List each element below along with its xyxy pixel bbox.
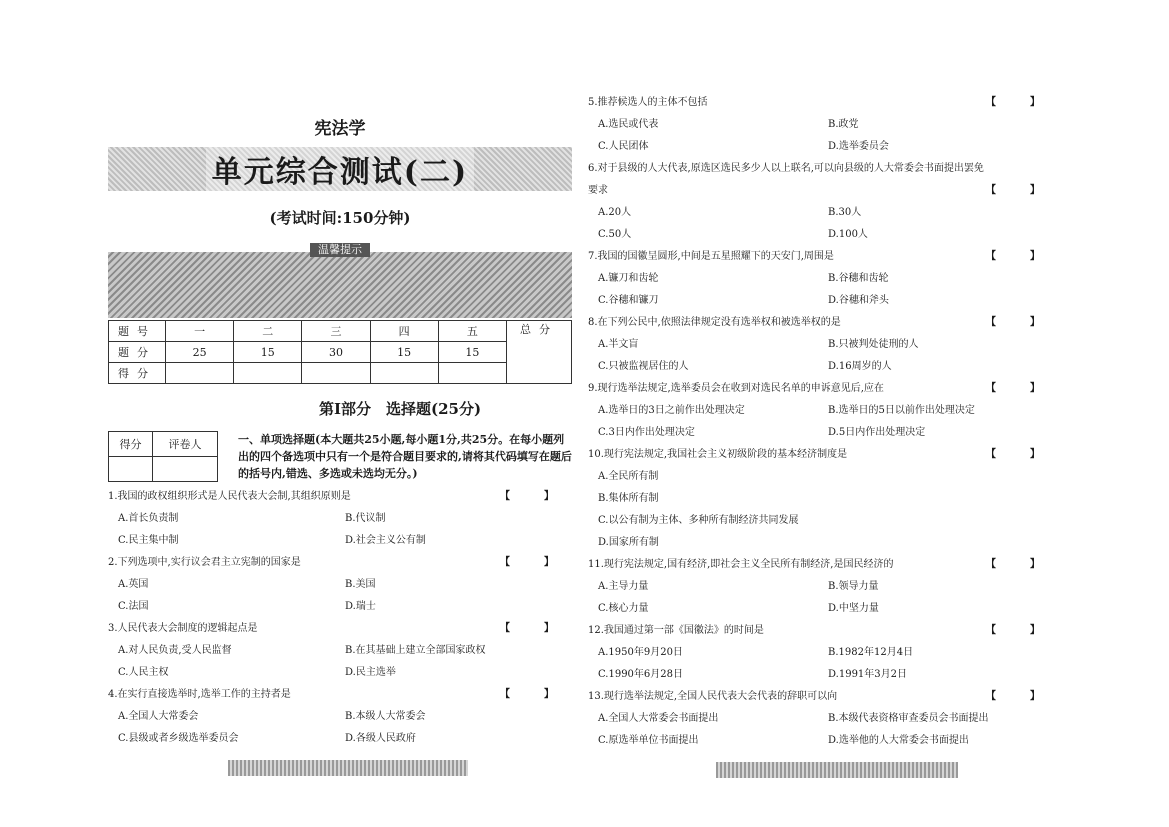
option-a: A.选民或代表: [598, 119, 659, 130]
answer-bracket[interactable]: 【 】: [986, 559, 1052, 570]
option-c: C.县级或者乡级选举委员会: [118, 733, 239, 744]
notice-label: 温馨提示: [310, 243, 370, 257]
notice-box: [108, 252, 572, 318]
answer-bracket[interactable]: 【 】: [500, 623, 566, 634]
question-stem: 12.我国通过第一部《国徽法》的时间是: [588, 625, 764, 636]
option-d: D.国家所有制: [598, 537, 659, 548]
option-d: D.瑞士: [345, 601, 376, 612]
option-a: A.20人: [598, 207, 632, 218]
grader-name-label: 评卷人: [152, 432, 217, 457]
question-stem: 1.我国的政权组织形式是人民代表大会制,其组织原则是: [108, 491, 351, 502]
col-2: 二: [234, 321, 302, 342]
row-label-scores: 得分: [109, 363, 166, 384]
grader-score-label: 得分: [109, 432, 153, 457]
option-c: C.谷穗和镰刀: [598, 295, 659, 306]
points-2: 15: [234, 342, 302, 363]
score-cell-3[interactable]: [302, 363, 370, 384]
question-13: [588, 686, 1058, 752]
option-b: B.本级人大常委会: [345, 711, 426, 722]
question-stem: 9.现行选举法规定,选举委员会在收到对选民名单的申诉意见后,应在: [588, 383, 884, 394]
mc-instructions: 一、单项选择题(本大题共25小题,每小题1分,共25分。在每小题列出的四个备选项中只有一个是符合题目要求的,请将其代码填写在题后的括号内,错选、多选或未选均无分。): [238, 433, 572, 480]
question-stem: 11.现行宪法规定,国有经济,即社会主义全民所有制经济,是国民经济的: [588, 559, 894, 570]
score-cell-2[interactable]: [234, 363, 302, 384]
option-c: C.民主集中制: [118, 535, 179, 546]
option-a: A.首长负责制: [118, 513, 179, 524]
notice-label-wrap: [108, 238, 572, 256]
option-a: A.全民所有制: [598, 471, 659, 482]
score-cell-5[interactable]: [438, 363, 506, 384]
option-d: D.选举他的人大常委会书面提出: [828, 735, 969, 746]
col-5: 五: [438, 321, 506, 342]
grader-name-cell[interactable]: [152, 457, 217, 482]
score-cell-4[interactable]: [370, 363, 438, 384]
question-stem: 4.在实行直接选举时,选举工作的主持者是: [108, 689, 291, 700]
score-table: [108, 320, 572, 384]
option-d: D.100人: [828, 229, 868, 240]
answer-bracket[interactable]: 【 】: [500, 689, 566, 700]
option-a: A.全国人大常委会: [118, 711, 199, 722]
question-9: [588, 378, 1058, 444]
question-stem-cont: 要求: [588, 185, 608, 196]
option-c: C.1990年6月28日: [598, 669, 684, 680]
answer-bracket[interactable]: 【 】: [986, 185, 1052, 196]
col-4: 四: [370, 321, 438, 342]
question-stem: 5.推荐候选人的主体不包括: [588, 97, 708, 108]
answer-bracket[interactable]: 【 】: [986, 97, 1052, 108]
option-d: D.谷穗和斧头: [828, 295, 889, 306]
left-column: [108, 92, 572, 750]
points-5: 15: [438, 342, 506, 363]
section-title: 第Ⅰ部分 选择题(25分): [318, 400, 482, 418]
title-banner: [108, 147, 572, 191]
option-c: C.核心力量: [598, 603, 649, 614]
option-c: C.以公有制为主体、多种所有制经济共同发展: [598, 515, 799, 526]
option-a: A.选举日的3日之前作出处理决定: [598, 405, 745, 416]
option-c: C.人民团体: [598, 141, 649, 152]
option-b: B.政党: [828, 119, 859, 130]
option-c: C.只被监视居住的人: [598, 361, 689, 372]
answer-bracket[interactable]: 【 】: [500, 557, 566, 568]
points-4: 15: [370, 342, 438, 363]
question-stem: 7.我国的国徽呈圆形,中间是五星照耀下的天安门,周围是: [588, 251, 834, 262]
question-10: [588, 444, 1058, 554]
question-2: [108, 552, 572, 618]
option-d: D.1991年3月2日: [828, 669, 908, 680]
option-c: C.50人: [598, 229, 632, 240]
score-table-row-number: [109, 321, 572, 342]
answer-bracket[interactable]: 【 】: [986, 251, 1052, 262]
question-stem: 3.人民代表大会制度的逻辑起点是: [108, 623, 258, 634]
option-a: A.全国人大常委会书面提出: [598, 713, 719, 724]
question-7: [588, 246, 1058, 312]
option-b: B.选举日的5日以前作出处理决定: [828, 405, 975, 416]
option-d: D.选举委员会: [828, 141, 889, 152]
question-4: [108, 684, 572, 750]
row-label-number: 题号: [109, 321, 166, 342]
option-b: B.30人: [828, 207, 862, 218]
option-a: A.英国: [118, 579, 149, 590]
option-d: D.各级人民政府: [345, 733, 416, 744]
question-stem: 2.下列选项中,实行议会君主立宪制的国家是: [108, 557, 301, 568]
exam-title: 单元综合测试(二): [206, 147, 474, 191]
question-5: [588, 92, 1058, 158]
score-cell-1[interactable]: [166, 363, 234, 384]
total-cell: [507, 321, 572, 384]
question-8: [588, 312, 1058, 378]
answer-bracket[interactable]: 【 】: [986, 691, 1052, 702]
col-1: 一: [166, 321, 234, 342]
question-11: [588, 554, 1058, 620]
question-3: [108, 618, 572, 684]
option-d: D.16周岁的人: [828, 361, 892, 372]
option-b: B.领导力量: [828, 581, 879, 592]
option-d: D.5日内作出处理决定: [828, 427, 926, 438]
option-b: B.美国: [345, 579, 376, 590]
option-b: B.本级代表资格审查委员会书面提出: [828, 713, 989, 724]
option-a: A.镰刀和齿轮: [598, 273, 659, 284]
answer-bracket[interactable]: 【 】: [986, 449, 1052, 460]
col-3: 三: [302, 321, 370, 342]
mc-block: [108, 431, 572, 482]
exam-time: (考试时间:150分钟): [269, 209, 411, 227]
question-6: [588, 158, 1058, 246]
question-stem: 13.现行选举法规定,全国人民代表大会代表的辞职可以向: [588, 691, 838, 702]
score-table-row-scores: [109, 363, 572, 384]
score-table-row-points: [109, 342, 572, 363]
grader-table: [108, 431, 218, 482]
footer-bar-left: [228, 760, 468, 776]
total-label: 总分: [520, 323, 558, 336]
option-a: A.对人民负责,受人民监督: [118, 645, 232, 656]
option-b: B.在其基础上建立全部国家政权: [345, 645, 486, 656]
questions-left: [108, 486, 572, 750]
option-b: B.代议制: [345, 513, 386, 524]
option-a: A.半文盲: [598, 339, 639, 350]
question-1: [108, 486, 572, 552]
option-d: D.中坚力量: [828, 603, 879, 614]
answer-bracket[interactable]: 【 】: [500, 491, 566, 502]
answer-bracket[interactable]: 【 】: [986, 383, 1052, 394]
grader-score-cell[interactable]: [109, 457, 153, 482]
option-a: A.主导力量: [598, 581, 649, 592]
right-column: [588, 92, 1058, 752]
option-d: D.社会主义公有制: [345, 535, 426, 546]
option-b: B.谷穗和齿轮: [828, 273, 889, 284]
option-b: B.1982年12月4日: [828, 647, 914, 658]
points-1: 25: [166, 342, 234, 363]
option-c: C.法国: [118, 601, 149, 612]
question-stem: 8.在下列公民中,依照法律规定没有选举权和被选举权的是: [588, 317, 841, 328]
option-b: B.集体所有制: [598, 493, 659, 504]
question-stem: 10.现行宪法规定,我国社会主义初级阶段的基本经济制度是: [588, 449, 848, 460]
answer-bracket[interactable]: 【 】: [986, 317, 1052, 328]
subject-title: 宪法学: [314, 119, 366, 139]
option-d: D.民主选举: [345, 667, 396, 678]
row-label-points: 题分: [109, 342, 166, 363]
answer-bracket[interactable]: 【 】: [986, 625, 1052, 636]
option-b: B.只被判处徒刑的人: [828, 339, 919, 350]
question-12: [588, 620, 1058, 686]
option-c: C.人民主权: [118, 667, 169, 678]
option-c: C.3日内作出处理决定: [598, 427, 695, 438]
points-3: 30: [302, 342, 370, 363]
question-stem: 6.对于县级的人大代表,原选区选民多少人以上联名,可以向县级的人大常委会书面提出罢免: [588, 163, 984, 174]
option-c: C.原选举单位书面提出: [598, 735, 699, 746]
option-a: A.1950年9月20日: [598, 647, 683, 658]
footer-bar-right: [716, 762, 958, 778]
